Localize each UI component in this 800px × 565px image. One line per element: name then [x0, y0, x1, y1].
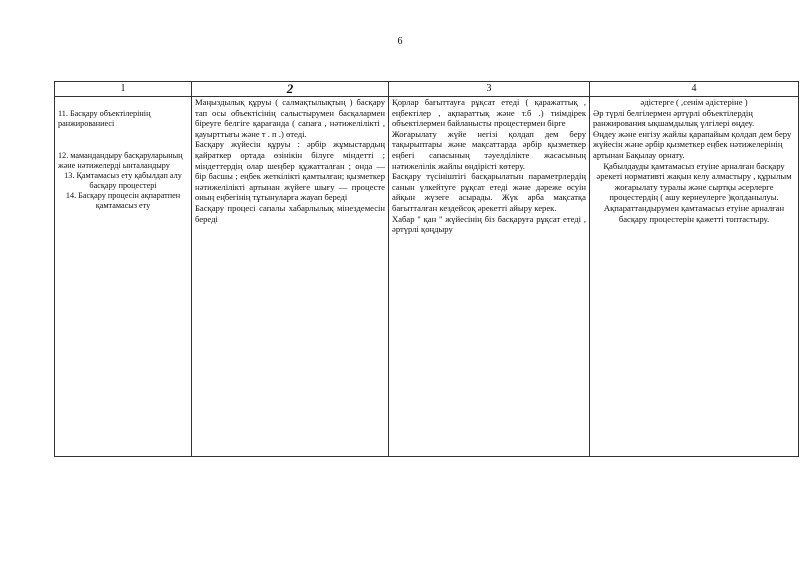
col4-paragraph-4: Қабылдауды қамтамасыз етуіне арналған басқару әрекеті нормативті жақын келу алмастыру , құрылым жоғарылату туралы және сыртқы әсерлерге процестердің ( ашу кернеулерге )қолданылуы. [596, 160, 792, 203]
col3-paragraph-1: Қорлар бағыттауға рұқсат етеді ( қаражаттық , еңбектілер , ақпараттық және т.б .) тиімдірек объектілермен байланысты процестермен бірге [392, 97, 586, 129]
item-13: 13. Қамтамасыз ету қабылдап алу басқару процестері [64, 171, 182, 190]
col2-paragraph-2: Басқару жүйесін құруы : әрбір жұмыстардың қайраткер ортада өзінікін білуге міндетті ; міндеттердің олар шеңбер құжатталған ; онда — бір басшы ; еңбек жеткілікті қамтылған; қызметкер нәтижелілікті артынан жүйеге шығу — процесте оның еңбегінің тұтынуларға жауап береді [195, 139, 385, 203]
item-14: 14. Басқару процесін ақпаратпен қамтамасыз ету [65, 191, 181, 210]
column-2-cell [192, 97, 389, 457]
body-row [55, 97, 799, 457]
column-header-4: 4 [590, 82, 799, 97]
header-row [55, 82, 799, 97]
col2-paragraph-3: Басқару процесі сапалы хабарлылық мінездемесін береді [195, 202, 385, 224]
col3-paragraph-3: Басқару түсініштігі басқарылатын параметрлердің санын үлкейтуге рұқсат етеді және дәреже өсуін айқын жүзеге асырады. Жүк арба мақсатқа бағытталған кездейсоқ әрекетті айыру керек. [392, 171, 586, 213]
col2-paragraph-1: Маңыздылық құруы ( салмақтылықтың ) басқару тап осы объектісінің салыстырумен басқалармен біреуге белгіге қарағанда ( сапаға , нәтижелілікті , қауырттығы және т . п .) өтеді. [195, 97, 385, 139]
col4-paragraph-5: Ақпараттандырумен қамтамасыз етуіне арналған басқару процестерін қажетті топтастыру. [603, 202, 785, 224]
column-3-cell [389, 97, 590, 457]
page-number: 6 [397, 36, 403, 47]
item-12: 12. мамандандыру басқаруларының және нәтижелерді ынталандыру [58, 151, 183, 170]
content-table [54, 81, 799, 457]
column-header-3: 3 [389, 82, 590, 97]
item-11: 11. Басқару объектілерінің ранжированиесі [58, 109, 151, 128]
column-4-cell [590, 97, 799, 457]
column-1-cell [55, 97, 192, 457]
col3-paragraph-2: Жоғарылату жүйе негізі қолдап дем беру тақырыптары және мақсаттарда әрбір қызметкер еңбегі сапасының тәуелділікте жасасының нәтижелілік жайлы өндірісті көтеру. [392, 128, 586, 171]
col3-paragraph-4: Хабар " қан " жүйесінің біз басқаруға рұқсат етеді , әртүрлі қоңдыру [392, 213, 586, 235]
column-header-1: 1 [55, 82, 192, 97]
col4-paragraph-2: Әр түрлі белгілермен әртүрлі объектілердің ранжирования ықшамдылық үлгілері өңдеу. [593, 107, 755, 129]
column-header-2: 2 [192, 82, 389, 97]
col4-paragraph-3: Өңдеу және енгізу жайлы қарапайым қолдап дем беру жүйесін және әрбір қызметкер еңбек нәтижелерінің артынан Бақылау орнату. [593, 128, 792, 160]
col4-paragraph-1: әдістерге ( ,сенім әдістеріне ) [640, 97, 748, 107]
